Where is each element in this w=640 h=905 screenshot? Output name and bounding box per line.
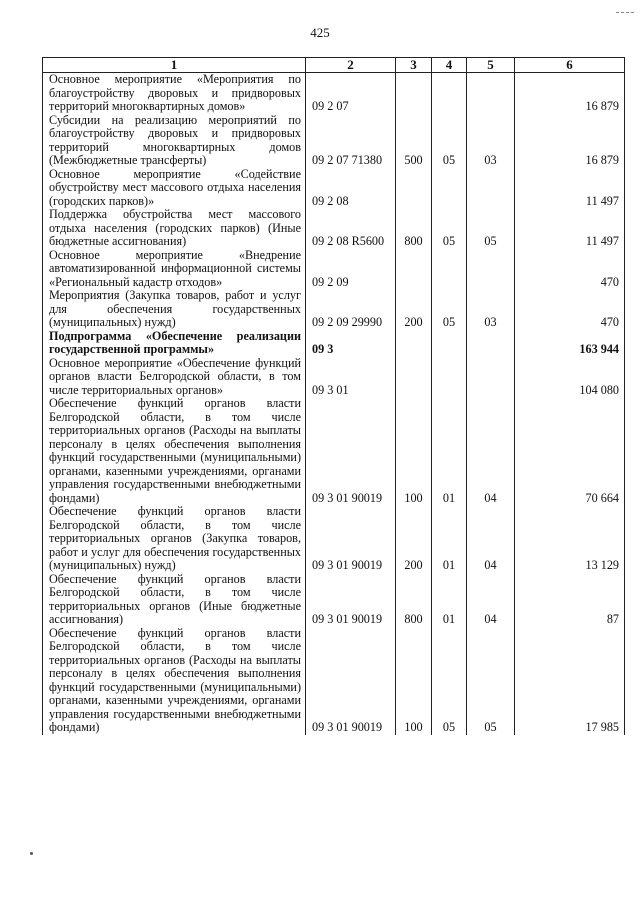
table-row: [43, 114, 625, 168]
row-name: Обеспечение функций органов власти Белгородской области, в том числе территориальных органов (Иные бюджетные ассигнования): [43, 573, 306, 627]
row-subsection: [467, 330, 515, 357]
table-row: [43, 505, 625, 573]
table-row: [43, 330, 625, 357]
budget-table: [42, 57, 625, 735]
row-subsection: 03: [467, 114, 515, 168]
table-row: [43, 208, 625, 249]
row-amount: 470: [515, 249, 625, 290]
row-name: Основное мероприятие «Внедрение автоматизированной информационной системы «Региональный кадастр отходов»: [43, 249, 306, 290]
row-section: [432, 73, 467, 114]
table-row: [43, 249, 625, 290]
row-name: Обеспечение функций органов власти Белгородской области, в том числе территориальных органов (Закупка товаров, работ и услуг для обеспечения государственных (муниципальных) нужд): [43, 505, 306, 573]
row-amount: 11 497: [515, 168, 625, 209]
row-amount: 16 879: [515, 114, 625, 168]
row-subsection: [467, 168, 515, 209]
row-name: Основное мероприятие «Содействие обустройству мест массового отдыха населения (городских парков)»: [43, 168, 306, 209]
row-subsection: 05: [467, 627, 515, 735]
row-section: 05: [432, 627, 467, 735]
row-expense-type: [396, 73, 432, 114]
row-section: [432, 249, 467, 290]
row-name: Субсидии на реализацию мероприятий по благоустройству дворовых и придворовых территорий многоквартирных домов (Межбюджетные трансферты): [43, 114, 306, 168]
row-expense-type: 100: [396, 397, 432, 505]
row-name: Обеспечение функций органов власти Белгородской области, в том числе территориальных органов (Расходы на выплаты персоналу в целях обеспечения выполнения функций государственными (муниципальными) органами, казенными учреждениями, органами управления государственными внебюджетными фондами): [43, 397, 306, 505]
row-code: 09 2 08 R5600: [306, 208, 396, 249]
row-amount: 163 944: [515, 330, 625, 357]
header-col-2: 2: [306, 58, 396, 73]
scan-mark: [616, 12, 634, 53]
header-col-4: 4: [432, 58, 467, 73]
row-subsection: [467, 249, 515, 290]
row-code: 09 2 09: [306, 249, 396, 290]
row-amount: 16 879: [515, 73, 625, 114]
row-name: Подпрограмма «Обеспечение реализации государственной программы»: [43, 330, 306, 357]
row-name: Поддержка обустройства мест массового отдыха населения (городских парков) (Иные бюджетные ассигнования): [43, 208, 306, 249]
row-amount: 17 985: [515, 627, 625, 735]
table-row: [43, 289, 625, 330]
row-section: 01: [432, 573, 467, 627]
row-code: 09 3 01 90019: [306, 505, 396, 573]
row-expense-type: 200: [396, 289, 432, 330]
header-col-5: 5: [467, 58, 515, 73]
scan-dot: [30, 852, 33, 855]
row-expense-type: 200: [396, 505, 432, 573]
row-code: 09 3 01 90019: [306, 397, 396, 505]
header-col-1: 1: [43, 58, 306, 73]
row-expense-type: [396, 168, 432, 209]
row-code: 09 2 08: [306, 168, 396, 209]
row-code: 09 3 01 90019: [306, 627, 396, 735]
row-amount: 470: [515, 289, 625, 330]
table-row: [43, 168, 625, 209]
table-body: [43, 73, 625, 735]
row-code: 09 2 09 29990: [306, 289, 396, 330]
row-expense-type: 500: [396, 114, 432, 168]
row-subsection: 04: [467, 573, 515, 627]
row-expense-type: [396, 330, 432, 357]
header-col-6: 6: [515, 58, 625, 73]
row-expense-type: 800: [396, 573, 432, 627]
row-subsection: [467, 357, 515, 398]
table-header-row: [43, 58, 625, 73]
row-amount: 87: [515, 573, 625, 627]
row-amount: 70 664: [515, 397, 625, 505]
row-section: 01: [432, 505, 467, 573]
row-section: [432, 168, 467, 209]
row-section: 01: [432, 397, 467, 505]
row-subsection: [467, 73, 515, 114]
row-name: Основное мероприятие «Обеспечение функций органов власти Белгородской области, в том числе территориальных органов»: [43, 357, 306, 398]
row-section: 05: [432, 289, 467, 330]
row-amount: 13 129: [515, 505, 625, 573]
row-name: Основное мероприятие «Мероприятия по благоустройству дворовых и придворовых территорий многоквартирных домов»: [43, 73, 306, 114]
row-code: 09 2 07 71380: [306, 114, 396, 168]
row-subsection: 03: [467, 289, 515, 330]
table-row: [43, 627, 625, 735]
row-section: [432, 330, 467, 357]
row-code: 09 3 01 90019: [306, 573, 396, 627]
row-subsection: 05: [467, 208, 515, 249]
row-section: [432, 357, 467, 398]
table-row: [43, 573, 625, 627]
row-expense-type: 800: [396, 208, 432, 249]
row-amount: 104 080: [515, 357, 625, 398]
row-code: 09 2 07: [306, 73, 396, 114]
row-subsection: 04: [467, 505, 515, 573]
row-amount: 11 497: [515, 208, 625, 249]
row-name: Обеспечение функций органов власти Белгородской области, в том числе территориальных органов (Расходы на выплаты персоналу в целях обеспечения выполнения функций государственными (муниципальными) органами, казенными учреждениями, органами управления государственными внебюджетными фондами): [43, 627, 306, 735]
row-expense-type: 100: [396, 627, 432, 735]
row-expense-type: [396, 249, 432, 290]
row-name: Мероприятия (Закупка товаров, работ и услуг для обеспечения государственных (муниципальных) нужд): [43, 289, 306, 330]
table-row: [43, 397, 625, 505]
page-number: 425: [310, 25, 330, 40]
row-code: 09 3: [306, 330, 396, 357]
table-row: [43, 73, 625, 114]
table-row: [43, 357, 625, 398]
row-section: 05: [432, 208, 467, 249]
header-col-3: 3: [396, 58, 432, 73]
row-subsection: 04: [467, 397, 515, 505]
row-section: 05: [432, 114, 467, 168]
row-code: 09 3 01: [306, 357, 396, 398]
row-expense-type: [396, 357, 432, 398]
